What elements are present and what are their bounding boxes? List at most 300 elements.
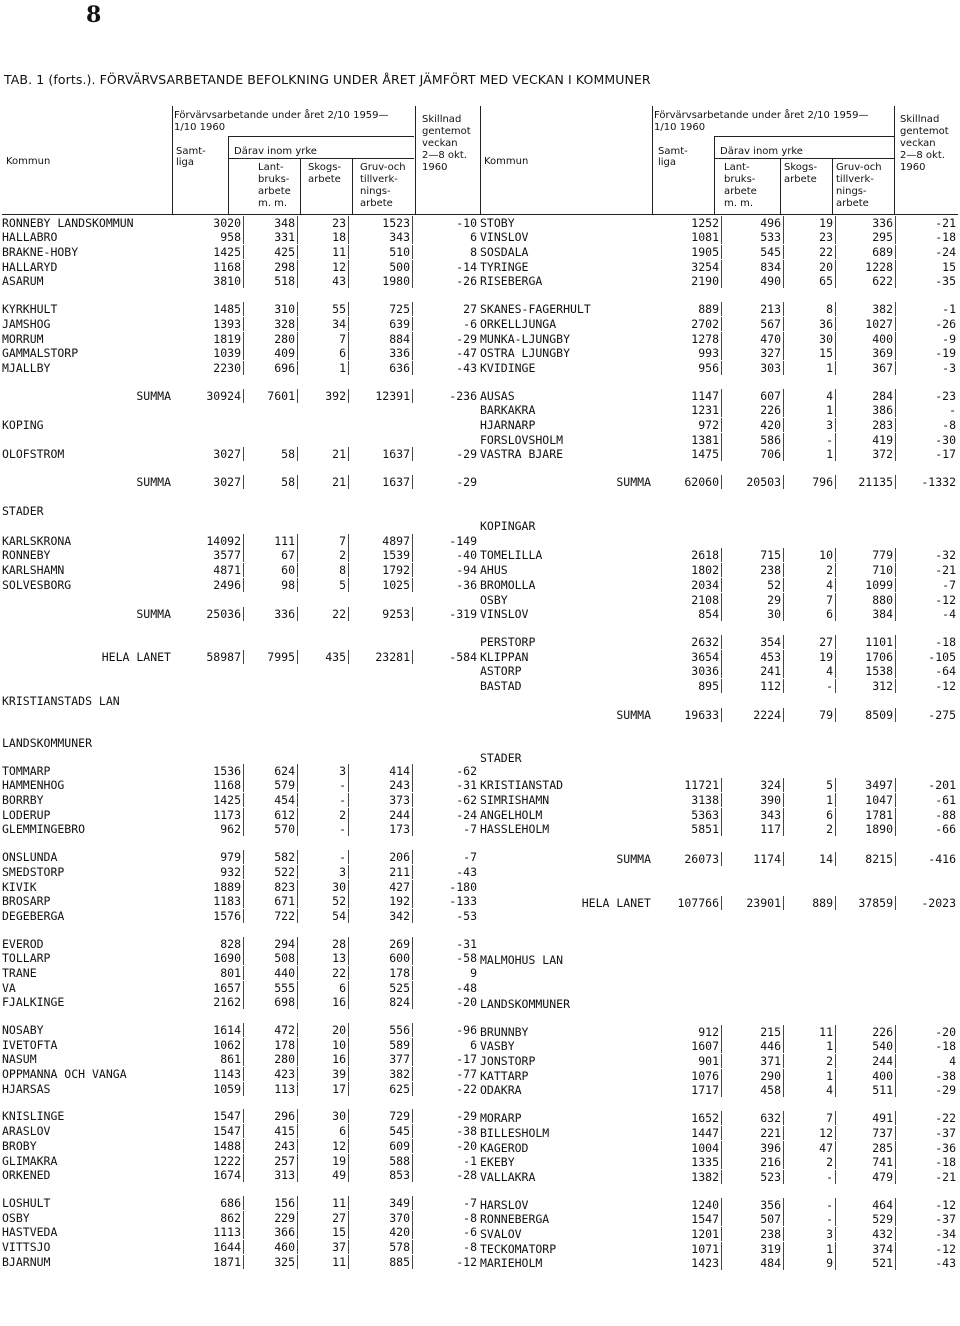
skogs-value: 54 bbox=[298, 909, 349, 923]
gruv-value: 880 bbox=[836, 593, 896, 607]
skillnad-value: -43 bbox=[456, 360, 477, 375]
gruv-value: 9253 bbox=[349, 607, 413, 621]
table-row bbox=[2, 1081, 480, 1096]
skogs-value: - bbox=[784, 1212, 836, 1226]
lantbruk-value: 490 bbox=[722, 274, 784, 288]
skillnad-value: 27 bbox=[463, 302, 477, 317]
lantbruk-value: 117 bbox=[722, 822, 784, 836]
skillnad-value: -31 bbox=[456, 778, 477, 793]
samtliga-value: 1004 bbox=[654, 1141, 722, 1155]
header-group-line1: Förvärvsarbetande under året 2/10 1959— bbox=[174, 110, 389, 121]
table-row bbox=[2, 778, 480, 793]
gruv-value: 23281 bbox=[349, 650, 413, 664]
kommun-name: KOPING bbox=[2, 417, 44, 432]
kommun-name: PERSTORP bbox=[480, 634, 536, 649]
header-gruv4: arbete bbox=[836, 198, 869, 209]
lantbruk-value: 1174 bbox=[722, 852, 784, 866]
gruv-value: 1025 bbox=[349, 578, 413, 592]
lantbruk-value: 356 bbox=[722, 1198, 784, 1212]
table-row bbox=[2, 763, 480, 778]
skogs-value: 1 bbox=[784, 361, 836, 375]
skillnad-value: -6 bbox=[463, 316, 477, 331]
lantbruk-value: 178 bbox=[244, 1038, 298, 1052]
header-kommun: Kommun bbox=[484, 156, 529, 167]
kommun-name: LODERUP bbox=[2, 807, 51, 822]
gruv-value: 710 bbox=[836, 563, 896, 577]
table-row bbox=[2, 708, 480, 721]
header-lant2: bruks- bbox=[258, 174, 290, 185]
kommun-name: BROSARP bbox=[2, 894, 51, 909]
table-row bbox=[2, 936, 480, 951]
table-row bbox=[2, 1195, 480, 1210]
header-kommun: Kommun bbox=[6, 156, 51, 167]
kommun-name: TECKOMATORP bbox=[480, 1241, 557, 1256]
kommun-name: MARIEHOLM bbox=[480, 1256, 543, 1271]
header-gruv3: nings- bbox=[836, 186, 867, 197]
table-row bbox=[480, 274, 958, 289]
table-row bbox=[480, 1068, 958, 1083]
skillnad-value: 15 bbox=[942, 259, 956, 274]
samtliga-value: 1674 bbox=[174, 1168, 244, 1182]
skillnad-value: -19 bbox=[935, 346, 956, 361]
table-row bbox=[480, 1184, 958, 1197]
skogs-value: 12 bbox=[298, 1139, 349, 1153]
gruv-value: 521 bbox=[836, 1256, 896, 1270]
table-row bbox=[480, 301, 958, 316]
lantbruk-value: 113 bbox=[244, 1082, 298, 1096]
table-row bbox=[480, 910, 958, 923]
table-row bbox=[2, 1109, 480, 1124]
section-heading bbox=[480, 938, 958, 953]
table-row bbox=[2, 750, 480, 763]
samtliga-value: 1393 bbox=[174, 317, 244, 331]
gruv-value: 622 bbox=[836, 274, 896, 288]
samtliga-value: 4871 bbox=[174, 563, 244, 577]
header-gruv1: Gruv-och bbox=[836, 162, 882, 173]
skillnad-value: -20 bbox=[456, 1138, 477, 1153]
gruv-value: 211 bbox=[349, 865, 413, 879]
skogs-value: 11 bbox=[784, 1025, 836, 1039]
kommun-name: OPPMANNA OCH VANGA bbox=[2, 1067, 127, 1082]
samtliga-value: 1168 bbox=[174, 778, 244, 792]
skogs-value: 19 bbox=[784, 216, 836, 230]
left-table bbox=[2, 96, 480, 1269]
lantbruk-value: 319 bbox=[722, 1242, 784, 1256]
table-row bbox=[480, 432, 958, 447]
table-row bbox=[2, 951, 480, 966]
kommun-name: SUMMA bbox=[136, 388, 171, 403]
skogs-value: 4 bbox=[784, 389, 836, 403]
header-skill3: veckan bbox=[422, 138, 458, 149]
kommun-name: AUSAS bbox=[480, 388, 515, 403]
gruv-value: 377 bbox=[349, 1052, 413, 1066]
header-skill2: gentemot bbox=[422, 126, 471, 137]
table-row bbox=[480, 621, 958, 634]
gruv-value: 884 bbox=[349, 332, 413, 346]
table-row bbox=[480, 792, 958, 807]
lantbruk-value: 698 bbox=[244, 995, 298, 1009]
skillnad-value: -28 bbox=[456, 1168, 477, 1183]
kommun-name: LANDSKOMMUNER bbox=[480, 997, 571, 1011]
kommun-name: TOLLARP bbox=[2, 951, 51, 966]
table-row bbox=[480, 1083, 958, 1098]
table-row bbox=[2, 346, 480, 361]
lantbruk-value: 216 bbox=[722, 1155, 784, 1169]
gruv-value: 1890 bbox=[836, 822, 896, 836]
samtliga-value: 862 bbox=[174, 1211, 244, 1225]
samtliga-value: 1240 bbox=[654, 1198, 722, 1212]
table-row bbox=[480, 1024, 958, 1039]
section-heading bbox=[480, 836, 958, 851]
header-lant4: m. m. bbox=[258, 198, 288, 209]
samtliga-value: 58987 bbox=[174, 650, 244, 664]
skogs-value: 17 bbox=[298, 1082, 349, 1096]
lantbruk-value: 213 bbox=[722, 302, 784, 316]
kommun-name: ASARUM bbox=[2, 274, 44, 289]
section-heading bbox=[480, 693, 958, 708]
summary-row bbox=[2, 649, 480, 664]
kommun-name: KARLSKRONA bbox=[2, 533, 72, 548]
section-heading bbox=[480, 504, 958, 519]
lantbruk-value: 507 bbox=[722, 1212, 784, 1226]
lantbruk-value: 67 bbox=[244, 548, 298, 562]
gruv-value: 1099 bbox=[836, 578, 896, 592]
lantbruk-value: 440 bbox=[244, 966, 298, 980]
samtliga-value: 1183 bbox=[174, 894, 244, 908]
skillnad-value: -34 bbox=[935, 1226, 956, 1241]
skillnad-value: -30 bbox=[935, 432, 956, 447]
lantbruk-value: 706 bbox=[722, 447, 784, 461]
skillnad-value: -62 bbox=[456, 793, 477, 808]
kommun-name: SUMMA bbox=[616, 708, 651, 723]
skogs-value: - bbox=[784, 1198, 836, 1212]
lantbruk-value: 221 bbox=[722, 1126, 784, 1140]
gruv-value: 625 bbox=[349, 1082, 413, 1096]
skillnad-value: - bbox=[949, 403, 956, 418]
samtliga-value: 25036 bbox=[174, 607, 244, 621]
samtliga-value: 2702 bbox=[654, 317, 722, 331]
lantbruk-value: 523 bbox=[722, 1170, 784, 1184]
lantbruk-value: 470 bbox=[722, 332, 784, 346]
lantbruk-value: 366 bbox=[244, 1225, 298, 1239]
gruv-value: 589 bbox=[349, 1038, 413, 1052]
section-heading bbox=[480, 952, 958, 967]
table-row bbox=[480, 244, 958, 259]
table-row bbox=[2, 792, 480, 807]
table-row bbox=[2, 461, 480, 474]
lantbruk-value: 415 bbox=[244, 1124, 298, 1138]
skogs-value: 1 bbox=[784, 403, 836, 417]
lantbruk-value: 371 bbox=[722, 1054, 784, 1068]
samtliga-value: 861 bbox=[174, 1052, 244, 1066]
header-samt2: liga bbox=[658, 157, 677, 168]
kommun-name: SOSDALA bbox=[480, 245, 529, 260]
skillnad-value: -275 bbox=[928, 708, 956, 723]
gruv-value: 192 bbox=[349, 894, 413, 908]
table-row bbox=[2, 864, 480, 879]
samtliga-value: 1547 bbox=[174, 1124, 244, 1138]
kommun-name: RONNEBY LANDSKOMMUN bbox=[2, 215, 134, 230]
skillnad-value: -20 bbox=[456, 995, 477, 1010]
gruv-value: 243 bbox=[349, 778, 413, 792]
table-row bbox=[480, 634, 958, 649]
kommun-name: HARSLOV bbox=[480, 1197, 529, 1212]
samtliga-value: 3027 bbox=[174, 447, 244, 461]
kommun-name: STOBY bbox=[480, 215, 515, 230]
skillnad-value: -88 bbox=[935, 807, 956, 822]
samtliga-value: 3036 bbox=[654, 664, 722, 678]
skillnad-value: -32 bbox=[935, 548, 956, 563]
skogs-value: 2 bbox=[298, 808, 349, 822]
skogs-value: 19 bbox=[784, 650, 836, 664]
lantbruk-value: 303 bbox=[722, 361, 784, 375]
gruv-value: 342 bbox=[349, 909, 413, 923]
skogs-value: 12 bbox=[298, 260, 349, 274]
samtliga-value: 972 bbox=[654, 418, 722, 432]
gruv-value: 556 bbox=[349, 1023, 413, 1037]
skogs-value: 1 bbox=[298, 361, 349, 375]
skogs-value: - bbox=[298, 793, 349, 807]
lantbruk-value: 327 bbox=[722, 346, 784, 360]
table-row bbox=[480, 1110, 958, 1125]
header-skill2: gentemot bbox=[900, 126, 949, 137]
kommun-name: VITTSJO bbox=[2, 1239, 51, 1254]
table-row bbox=[2, 980, 480, 995]
samtliga-value: 854 bbox=[654, 607, 722, 621]
kommun-name: TYRINGE bbox=[480, 259, 529, 274]
kommun-name: GLIMAKRA bbox=[2, 1153, 58, 1168]
skillnad-value: 4 bbox=[949, 1054, 956, 1069]
lantbruk-value: 215 bbox=[722, 1025, 784, 1039]
section-heading bbox=[2, 403, 480, 418]
kommun-name: AHUS bbox=[480, 563, 508, 578]
gruv-value: 500 bbox=[349, 260, 413, 274]
table-row bbox=[2, 879, 480, 894]
skillnad-value: -29 bbox=[456, 1109, 477, 1124]
table-row bbox=[2, 577, 480, 592]
samtliga-value: 1819 bbox=[174, 332, 244, 346]
skogs-value: 11 bbox=[298, 245, 349, 259]
section-heading bbox=[480, 866, 958, 881]
skillnad-value: -37 bbox=[935, 1212, 956, 1227]
lantbruk-value: 612 bbox=[244, 808, 298, 822]
header-lant1: Lant- bbox=[724, 162, 750, 173]
header-darav: Därav inom yrke bbox=[234, 146, 317, 157]
gruv-value: 400 bbox=[836, 332, 896, 346]
skogs-value: 21 bbox=[298, 447, 349, 461]
skogs-value: 5 bbox=[298, 578, 349, 592]
samtliga-value: 686 bbox=[174, 1196, 244, 1210]
summary-row bbox=[480, 708, 958, 723]
table-row bbox=[480, 1039, 958, 1054]
gruv-value: 382 bbox=[836, 302, 896, 316]
lantbruk-value: 420 bbox=[722, 418, 784, 432]
samtliga-value: 1717 bbox=[654, 1083, 722, 1097]
skogs-value: 2 bbox=[784, 563, 836, 577]
gruv-value: 1792 bbox=[349, 563, 413, 577]
samtliga-value: 3020 bbox=[174, 216, 244, 230]
gruv-value: 419 bbox=[836, 433, 896, 447]
lantbruk-value: 446 bbox=[722, 1039, 784, 1053]
skogs-value: 2 bbox=[298, 548, 349, 562]
table-row bbox=[2, 807, 480, 822]
kommun-name: STADER bbox=[2, 504, 44, 519]
skogs-value: 27 bbox=[298, 1211, 349, 1225]
kommun-name: SMEDSTORP bbox=[2, 864, 65, 879]
samtliga-value: 2632 bbox=[654, 635, 722, 649]
skillnad-value: -7 bbox=[463, 1195, 477, 1210]
skogs-value: - bbox=[298, 850, 349, 864]
right-table bbox=[480, 96, 958, 1270]
lantbruk-value: 238 bbox=[722, 563, 784, 577]
skogs-value: 5 bbox=[784, 778, 836, 792]
kommun-name: BROBY bbox=[2, 1138, 37, 1153]
skillnad-value: -12 bbox=[935, 592, 956, 607]
gruv-value: 37859 bbox=[836, 896, 896, 910]
lantbruk-value: 290 bbox=[722, 1069, 784, 1083]
samtliga-value: 26073 bbox=[654, 852, 722, 866]
kommun-name: MORRUM bbox=[2, 331, 44, 346]
header-skogs1: Skogs- bbox=[784, 162, 818, 173]
kommun-name: FJALKINGE bbox=[2, 995, 65, 1010]
gruv-value: 540 bbox=[836, 1039, 896, 1053]
samtliga-value: 11721 bbox=[654, 778, 722, 792]
gruv-value: 312 bbox=[836, 679, 896, 693]
skogs-value: 1 bbox=[784, 447, 836, 461]
samtliga-value: 19633 bbox=[654, 708, 722, 722]
table-row bbox=[2, 533, 480, 548]
table-row bbox=[2, 849, 480, 864]
header-lant2: bruks- bbox=[724, 174, 756, 185]
gruv-value: 420 bbox=[349, 1225, 413, 1239]
skillnad-value: -26 bbox=[456, 274, 477, 289]
gruv-value: 373 bbox=[349, 793, 413, 807]
table-row bbox=[480, 722, 958, 735]
kommun-name: VINSLOV bbox=[480, 230, 529, 245]
samtliga-value: 62060 bbox=[654, 475, 722, 489]
lantbruk-value: 310 bbox=[244, 302, 298, 316]
kommun-name: VASBY bbox=[480, 1039, 515, 1054]
skogs-value: 23 bbox=[784, 230, 836, 244]
header-skill5: 1960 bbox=[422, 162, 448, 173]
kommun-name: EVEROD bbox=[2, 936, 44, 951]
table-row bbox=[2, 1239, 480, 1254]
lantbruk-value: 390 bbox=[722, 793, 784, 807]
summary-row bbox=[2, 474, 480, 489]
samtliga-value: 1536 bbox=[174, 764, 244, 778]
kommun-name: HJARNARP bbox=[480, 417, 536, 432]
section-heading bbox=[480, 996, 958, 1011]
table-row bbox=[480, 592, 958, 607]
samtliga-value: 962 bbox=[174, 822, 244, 836]
section-heading bbox=[2, 518, 480, 533]
lantbruk-value: 409 bbox=[244, 346, 298, 360]
samtliga-value: 912 bbox=[654, 1025, 722, 1039]
gruv-value: 491 bbox=[836, 1111, 896, 1125]
gruv-value: 639 bbox=[349, 317, 413, 331]
kommun-name: JONSTORP bbox=[480, 1054, 536, 1069]
header-skill3: veckan bbox=[900, 138, 936, 149]
table-row bbox=[2, 1168, 480, 1183]
gruv-value: 525 bbox=[349, 981, 413, 995]
skillnad-value: -4 bbox=[942, 607, 956, 622]
skillnad-value: 9 bbox=[470, 965, 477, 980]
lantbruk-value: 508 bbox=[244, 951, 298, 965]
lantbruk-value: 98 bbox=[244, 578, 298, 592]
section-heading bbox=[480, 518, 958, 533]
kommun-name: DEGEBERGA bbox=[2, 908, 65, 923]
skillnad-value: -21 bbox=[935, 215, 956, 230]
kommun-name: ARASLOV bbox=[2, 1124, 51, 1139]
header-skill4: 2—8 okt. bbox=[422, 150, 467, 161]
skogs-value: 11 bbox=[298, 1196, 349, 1210]
gruv-value: 479 bbox=[836, 1170, 896, 1184]
samtliga-value: 1062 bbox=[174, 1038, 244, 1052]
gruv-value: 1027 bbox=[836, 317, 896, 331]
skillnad-value: -94 bbox=[456, 563, 477, 578]
gruv-value: 427 bbox=[349, 880, 413, 894]
kommun-name: KRISTIANSTADS LAN bbox=[2, 693, 120, 708]
kommun-name: RISEBERGA bbox=[480, 274, 543, 289]
lantbruk-value: 112 bbox=[722, 679, 784, 693]
samtliga-value: 1143 bbox=[174, 1067, 244, 1081]
kommun-name: HJARSAS bbox=[2, 1081, 51, 1096]
samtliga-value: 1871 bbox=[174, 1255, 244, 1269]
section-heading bbox=[480, 923, 958, 938]
kommun-name: VALLAKRA bbox=[480, 1169, 536, 1184]
kommun-name: NASUM bbox=[2, 1052, 37, 1067]
skillnad-value: -319 bbox=[449, 607, 477, 622]
samtliga-value: 1381 bbox=[654, 433, 722, 447]
skogs-value: 3 bbox=[784, 1227, 836, 1241]
gruv-value: 609 bbox=[349, 1139, 413, 1153]
lantbruk-value: 336 bbox=[244, 607, 298, 621]
skogs-value: 6 bbox=[298, 1124, 349, 1138]
section-heading bbox=[2, 664, 480, 679]
header-samt1: Samt- bbox=[658, 146, 688, 157]
skillnad-value: -584 bbox=[449, 649, 477, 664]
table-row bbox=[480, 230, 958, 245]
samtliga-value: 3138 bbox=[654, 793, 722, 807]
samtliga-value: 2618 bbox=[654, 548, 722, 562]
skillnad-value: -12 bbox=[456, 1254, 477, 1269]
section-heading bbox=[480, 967, 958, 982]
kommun-name: BRUNNBY bbox=[480, 1024, 529, 1039]
kommun-name: KRISTIANSTAD bbox=[480, 778, 564, 793]
header-skill4: 2—8 okt. bbox=[900, 150, 945, 161]
samtliga-value: 3810 bbox=[174, 274, 244, 288]
section-heading bbox=[2, 504, 480, 519]
header-skogs2: arbete bbox=[784, 174, 817, 185]
kommun-name: SUMMA bbox=[616, 475, 651, 489]
skillnad-value: -7 bbox=[463, 822, 477, 837]
table-row bbox=[480, 548, 958, 563]
lantbruk-value: 52 bbox=[722, 578, 784, 592]
lantbruk-value: 238 bbox=[722, 1227, 784, 1241]
table-row bbox=[2, 1037, 480, 1052]
lantbruk-value: 343 bbox=[722, 808, 784, 822]
gruv-value: 510 bbox=[349, 245, 413, 259]
lantbruk-value: 156 bbox=[244, 1196, 298, 1210]
skillnad-value: -43 bbox=[935, 1256, 956, 1271]
gruv-value: 885 bbox=[349, 1255, 413, 1269]
skogs-value: 7 bbox=[784, 593, 836, 607]
table-row bbox=[2, 1254, 480, 1269]
table-row bbox=[480, 607, 958, 622]
kommun-name: FORSLOVSHOLM bbox=[480, 432, 564, 447]
kommun-name: ORKENED bbox=[2, 1168, 51, 1183]
samtliga-value: 1081 bbox=[654, 230, 722, 244]
